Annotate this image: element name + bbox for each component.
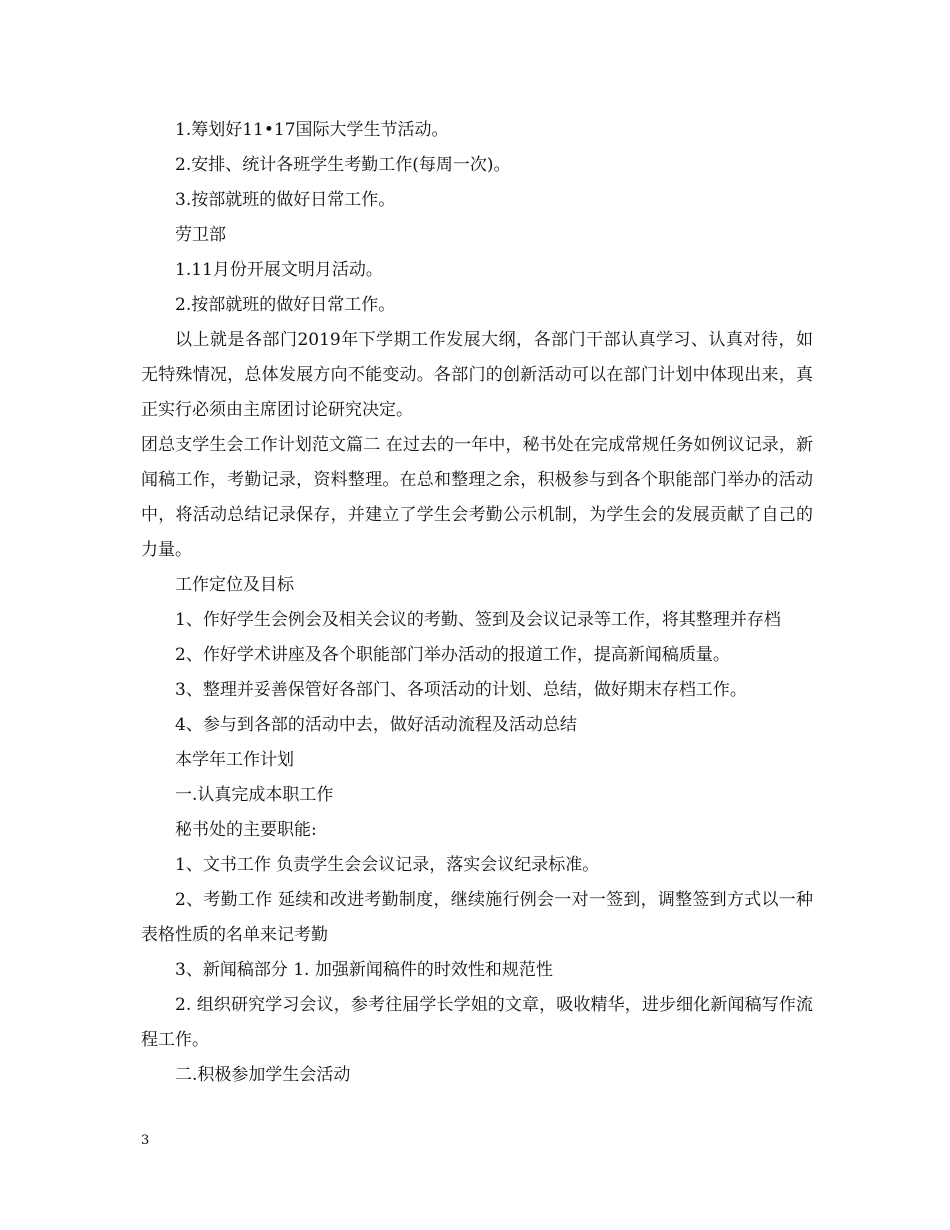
paragraph: 3.按部就班的做好日常工作。 xyxy=(175,190,396,210)
paragraph: 1.筹划好11•17国际大学生节活动。 xyxy=(175,120,449,140)
paragraph: 2、作好学术讲座及各个职能部门举办活动的报道工作，提高新闻稿质量。 xyxy=(175,645,730,665)
paragraph: 2、考勤工作 延续和改进考勤制度，继续施行例会一对一签到，调整签到方式以一种表格性质的名单来记考勤 xyxy=(141,890,813,945)
paragraph: 2.按部就班的做好日常工作。 xyxy=(175,295,396,315)
section-heading: 本学年工作计划 xyxy=(175,750,294,770)
section-heading: 劳卫部 xyxy=(175,225,226,245)
section-heading: 二.积极参加学生会活动 xyxy=(175,1065,351,1085)
document-body xyxy=(141,113,813,1093)
paragraph: 3、新闻稿部分 1. 加强新闻稿件的时效性和规范性 xyxy=(175,960,553,980)
paragraph: 以上就是各部门2019年下学期工作发展大纲，各部门干部认真学习、认真对待，如无特殊情况，总体发展方向不能变动。各部门的创新活动可以在部门计划中体现出来，真正实行必须由主席团讨论研究决定。 xyxy=(141,330,813,420)
paragraph: 4、参与到各部的活动中去，做好活动流程及活动总结 xyxy=(175,715,577,735)
section-heading: 一.认真完成本职工作 xyxy=(175,785,334,805)
paragraph: 1、作好学生会例会及相关会议的考勤、签到及会议记录等工作，将其整理并存档 xyxy=(175,610,781,630)
paragraph: 3、整理并妥善保管好各部门、各项活动的计划、总结，做好期末存档工作。 xyxy=(175,680,747,700)
paragraph: 1、文书工作 负责学生会会议记录，落实会议纪录标准。 xyxy=(175,855,600,875)
paragraph: 秘书处的主要职能: xyxy=(175,820,317,840)
page-number: 3 xyxy=(141,1133,150,1148)
paragraph: 2.安排、统计各班学生考勤工作(每周一次)。 xyxy=(175,155,511,175)
paragraph: 团总支学生会工作计划范文篇二 在过去的一年中，秘书处在完成常规任务如例议记录，新闻稿工作，考勤记录，资料整理。在总和整理之余，积极参与到各个职能部门举办的活动中，将活动总结记录保存，并建立了学生会考勤公示机制，为学生会的发展贡献了自己的力量。 xyxy=(141,435,813,560)
paragraph: 2. 组织研究学习会议，参考往届学长学姐的文章，吸收精华，进步细化新闻稿写作流程工作。 xyxy=(141,995,813,1050)
section-heading: 工作定位及目标 xyxy=(175,575,294,595)
paragraph: 1.11月份开展文明月活动。 xyxy=(175,260,383,280)
